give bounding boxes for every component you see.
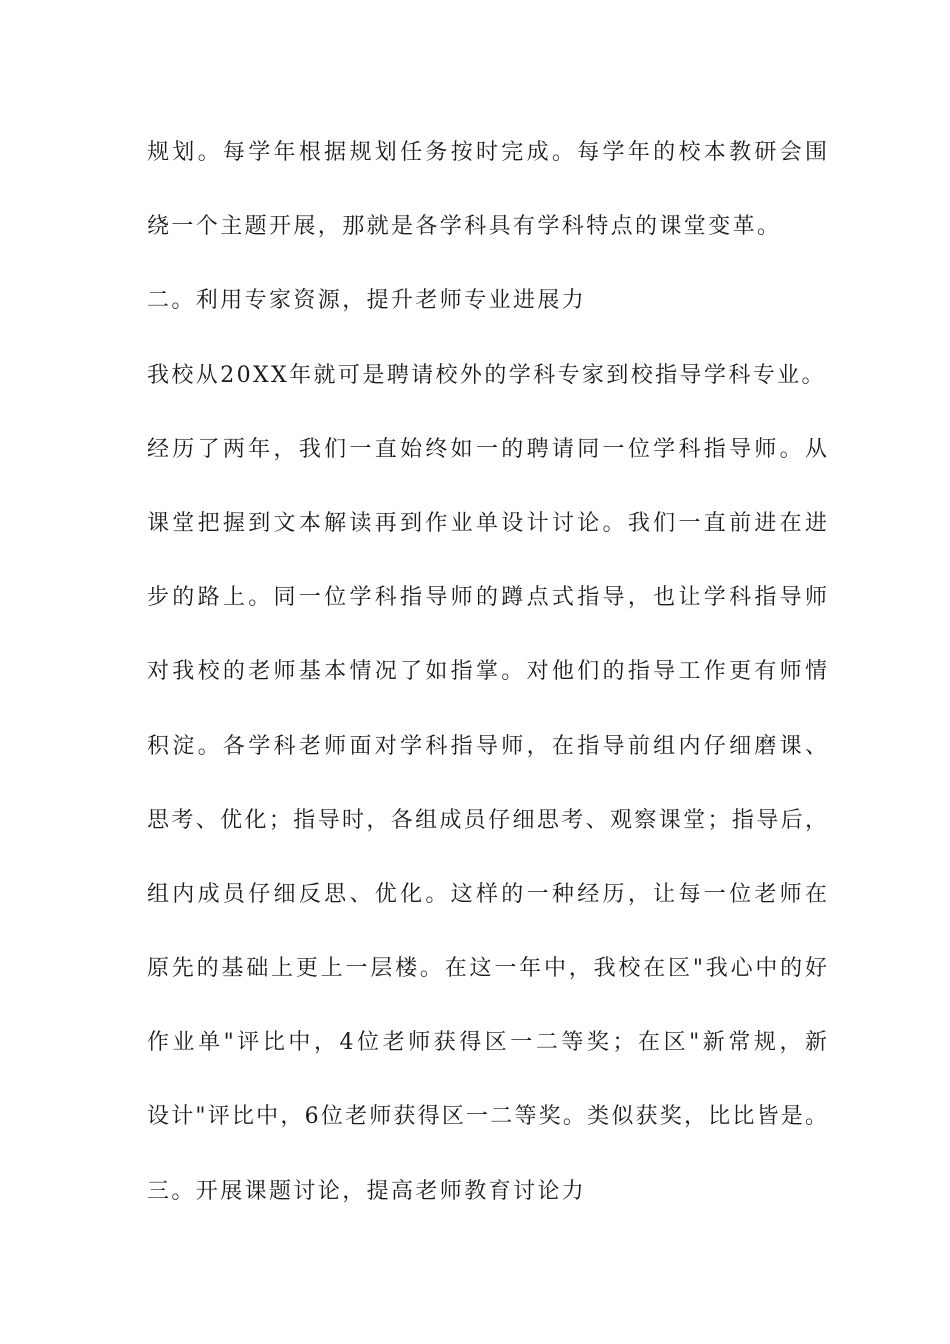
paragraph-line: 我校从20XX年就可是聘请校外的学科专家到校指导学科专业。 <box>147 362 826 388</box>
paragraph-line: 作业单"评比中，4位老师获得区一二等奖；在区"新常规，新 <box>147 1030 827 1056</box>
section-heading: 二。利用专家资源，提升老师专业进展力 <box>147 288 587 314</box>
paragraph-line: 规划。每学年根据规划任务按时完成。每学年的校本教研会围 <box>147 140 827 165</box>
paragraph-line: 对我校的老师基本情况了如指掌。对他们的指导工作更有师情 <box>147 659 827 685</box>
paragraph-line: 绕一个主题开展，那就是各学科具有学科特点的课堂变革。 <box>147 214 782 240</box>
section-heading: 三。开展课题讨论，提高老师教育讨论力 <box>147 1178 587 1204</box>
body-text <box>147 131 827 1244</box>
paragraph-line: 积淀。各学科老师面对学科指导师，在指导前组内仔细磨课、 <box>147 733 827 759</box>
paragraph-line: 组内成员仔细反思、优化。这样的一种经历，让每一位老师在 <box>147 881 827 907</box>
paragraph-line: 原先的基础上更上一层楼。在这一年中，我校在区"我心中的好 <box>147 956 827 982</box>
paragraph-line: 步的路上。同一位学科指导师的蹲点式指导，也让学科指导师 <box>147 585 827 611</box>
paragraph-line: 思考、优化；指导时，各组成员仔细思考、观察课堂；指导后， <box>147 807 827 833</box>
paragraph-line: 课堂把握到文本解读再到作业单设计讨论。我们一直前进在进 <box>147 510 827 536</box>
paragraph-line: 设计"评比中，6位老师获得区一二等奖。类似获奖，比比皆是。 <box>147 1104 827 1130</box>
paragraph-line: 经历了两年，我们一直始终如一的聘请同一位学科指导师。从 <box>147 436 827 462</box>
